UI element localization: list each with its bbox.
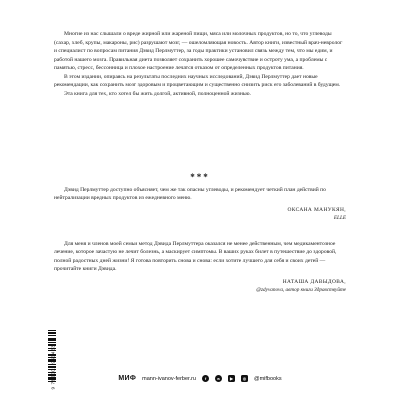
- social-youtube-icon[interactable]: ▶: [229, 376, 234, 381]
- social-f-icon[interactable]: f: [202, 375, 209, 382]
- book-description: [54, 30, 346, 98]
- quote-text: Дэвид Перлмуттер доступно объясняет, чем же так опасны углеводы, и рекомендует четкий план действий по нейтрализации вредных продуктов из ежедневного меню.: [54, 187, 326, 202]
- review-quote: [54, 240, 346, 294]
- description-paragraph: Эта книга для тех, кто хотел бы жить долгой, активной, полноценной жизнью.: [64, 90, 251, 97]
- quote-text: Для меня и членов моей семьи метод Дэвида Перлмуттера оказался не менее действенным, чем медикаментозное лечение, которое зачастую не лечит болезнь, а маскирует симптомы. В ваших руках билет в путешествие до здоровой, полной радостных дней жизни! Я готова повторить снова и снова: если хотите лучшего для себя и своих детей — прочитайте книги Дэвида.: [54, 241, 337, 273]
- quote-author: НАТАША ДАВЫДОВА,: [282, 278, 346, 285]
- book-back-cover: [40, 0, 360, 400]
- publisher-footer: [40, 375, 360, 382]
- description-paragraph: Многие из нас слышали о вреде жирной или жареной пищи, мяса или молочных продуктов, но то, что углеводы (сахар, хлеб, крупы, макароны, рис) разрушают мозг, — ошеломляющая новость. Автор книги, известный врач-невролог и специалист по вопросам питания Дэвид Перлмуттер, за годы практики установил связь между тем, что мы едим, и работой нашего мозга. Правильная диета позволяет сохранить хорошее самочувствие и остроту ума, а проблемы с памятью, стресс, бессонница и плохое настроение лечатся отказом от определенных продуктов питания.: [54, 31, 343, 71]
- quote-source: @zdyvanova, автор книги Здравствуйте: [256, 287, 346, 294]
- review-quote: [54, 186, 346, 223]
- social-vk-icon[interactable]: в: [215, 375, 222, 382]
- publisher-website[interactable]: mann-ivanov-ferber.ru: [142, 375, 196, 382]
- quote-source: ELLE: [333, 215, 346, 222]
- publisher-logo: МИФ: [118, 375, 137, 382]
- description-paragraph: В этом издании, опираясь на результаты последних научных исследований, Дэвид Перлмуттер дает новые рекомендации, как сохранить мозг здоровым и процветающим и существенно снизить риск его заболеваний в будущем.: [54, 73, 341, 88]
- quote-author: ОКСАНА МАНУКЯН,: [287, 206, 346, 213]
- social-handle[interactable]: @mifbooks: [253, 375, 282, 382]
- isbn-number: 9 785001 953463: [50, 344, 56, 390]
- section-separator: ***: [190, 172, 210, 182]
- social-instagram-icon[interactable]: ◎: [242, 376, 247, 381]
